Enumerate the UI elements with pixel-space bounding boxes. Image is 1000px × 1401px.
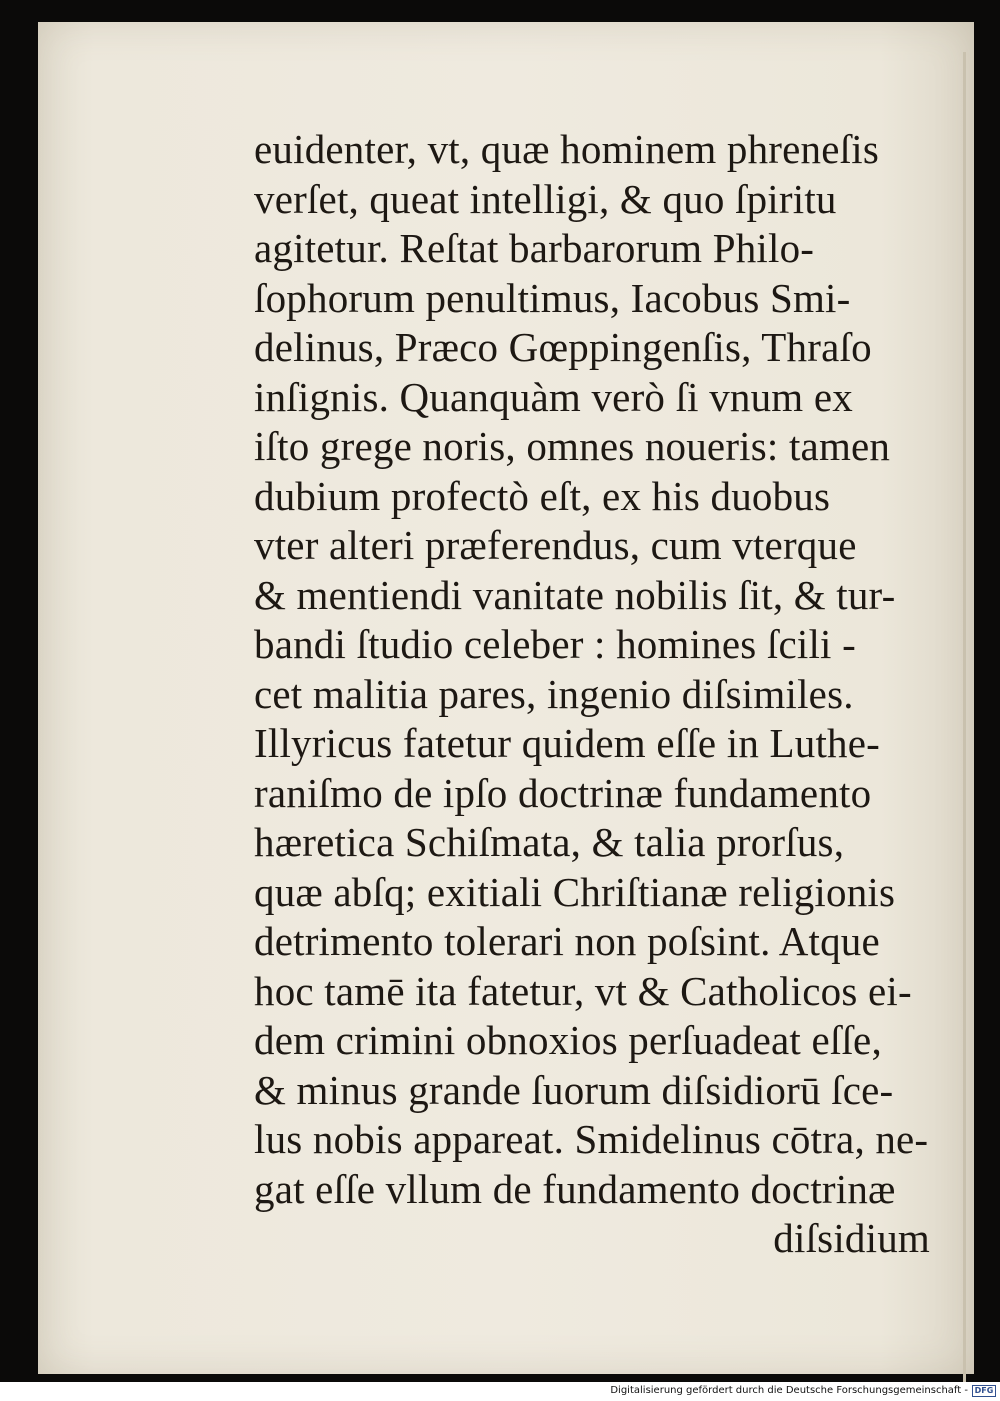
text-line: gat eſſe vllum de fundamento doctrinæ [254, 1165, 896, 1212]
text-line: agitetur. Reſtat barbarorum Philo- [254, 225, 815, 271]
book-page [38, 22, 974, 1374]
text-line: hoc tamē ita fatetur, vt & Catholicos ei- [254, 967, 912, 1014]
funding-credit: Digitalisierung gefördert durch die Deutsche Forschungsgemeinschaft - [610, 1385, 968, 1396]
dfg-logo-icon[interactable]: DFG [972, 1385, 996, 1397]
text-line: detrimento tolerari non poſsint. Atque [254, 918, 880, 964]
text-line: verſet, queat intelligi, & quo ſpiritu [254, 175, 837, 222]
text-line: inſignis. Quanquàm verò ſi vnum ex [254, 373, 853, 420]
text-line: bandi ſtudio celeber : homines ſcili - [254, 621, 856, 667]
text-line: ſophorum penultimus, Iacobus Smi- [254, 274, 851, 321]
text-line: Illyricus fatetur quidem eſſe in Luthe- [254, 720, 881, 766]
text-line: raniſmo de ipſo doctrinæ fundamento [254, 769, 872, 816]
footer-bar [0, 1382, 1000, 1401]
text-line: cet malitia pares, ingenio diſsimiles. [254, 670, 854, 717]
text-line: lus nobis appareat. Smidelinus cōtra, ne- [254, 1116, 929, 1162]
text-line: & mentiendi vanitate nobilis ſit, & tur- [254, 571, 896, 618]
text-line: quæ abſq; exitiali Chriſtianæ religionis [254, 868, 896, 915]
text-line: euidenter, vt, quæ hominem phreneſis [254, 126, 879, 172]
text-line: iſto grege noris, omnes noueris: tamen [254, 423, 891, 469]
page-edge [963, 52, 966, 1382]
catchword: diſsidium [773, 1215, 930, 1261]
text-line: dem crimini obnoxios perſuadeat eſſe, [254, 1017, 882, 1063]
text-line: hæretica Schiſmata, & talia prorſus, [254, 819, 845, 865]
text-line: delinus, Præco Gœppingenſis, Thraſo [254, 324, 872, 370]
text-line: & minus grande ſuorum diſsidiorū ſce- [254, 1066, 894, 1113]
text-line: vter alteri præferendus, cum vterque [254, 522, 857, 568]
body-text [254, 125, 930, 1264]
text-line: dubium profectò eſt, ex his duobus [254, 472, 831, 519]
